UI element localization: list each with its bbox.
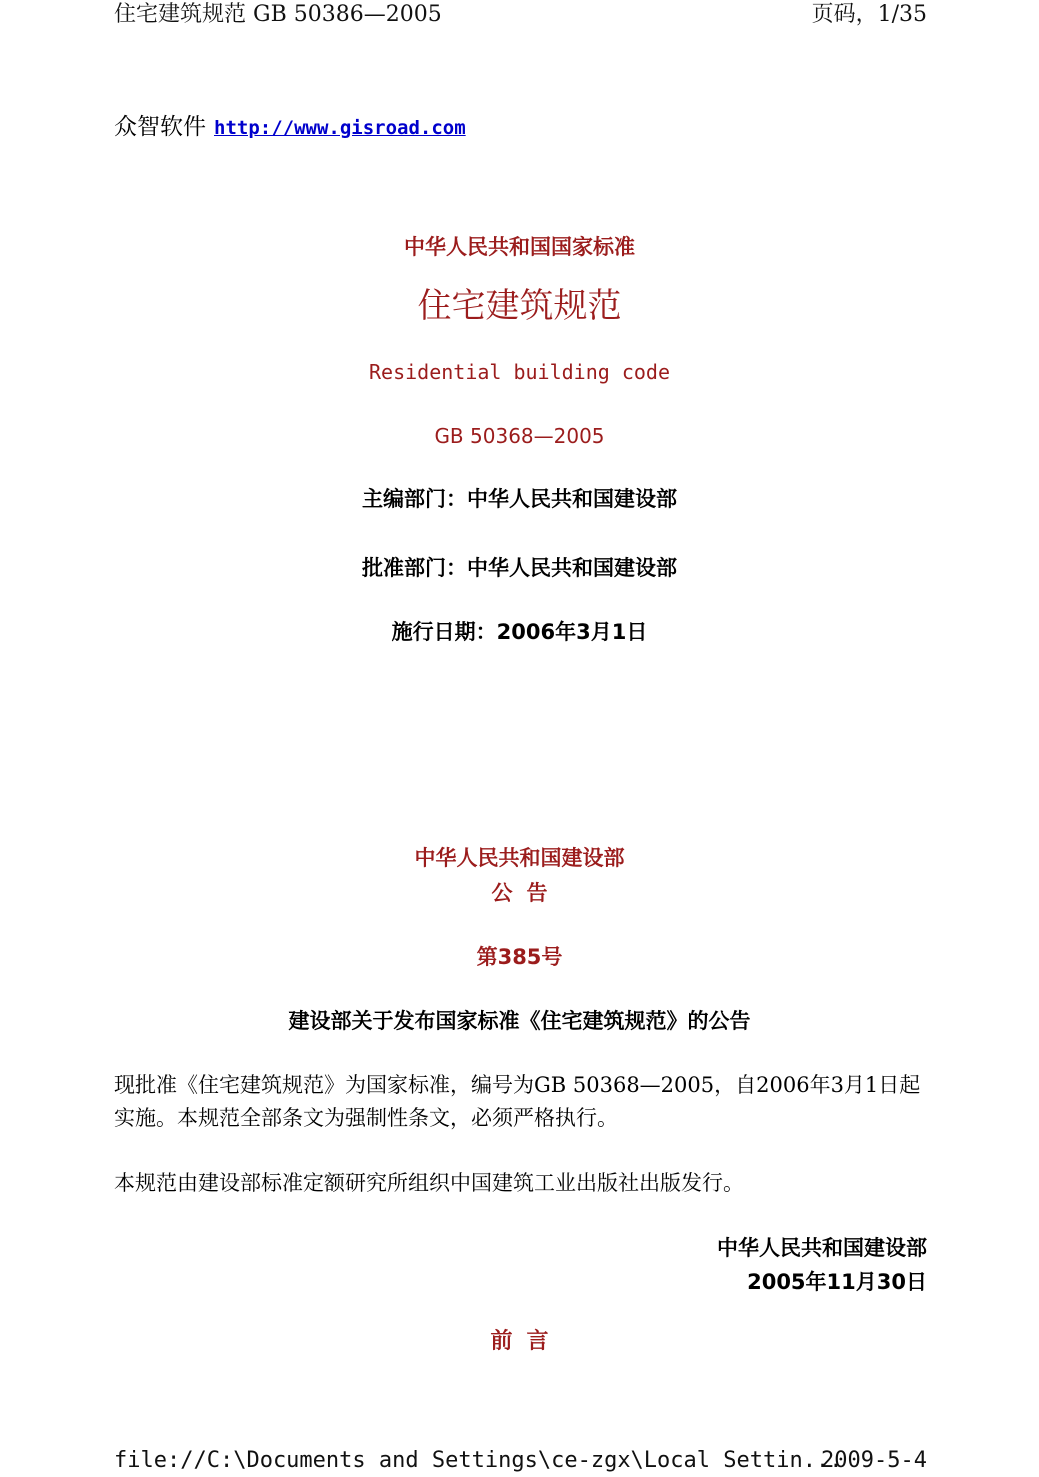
announcement-paragraph: 现批准《住宅建筑规范》为国家标准，编号为GB 50368—2005，自2006年3月1日起实施。本规范全部条文为强制性条文，必须严格执行。 [114, 1073, 921, 1130]
approver-department: 批准部门：中华人民共和国建设部 [362, 556, 677, 580]
footer-file-path: file://C:\Documents and Settings\ce-zgx\Local Settin... [114, 1448, 843, 1473]
standard-type: 中华人民共和国国家标准 [404, 235, 635, 259]
signature-date: 2005年11月30日 [747, 1270, 927, 1294]
announcement-paragraph: 本规范由建设部标准定额研究所组织中国建筑工业出版社出版发行。 [114, 1171, 744, 1195]
announcement-ministry: 中华人民共和国建设部 [414, 846, 625, 870]
announcement-number: 第385号 [476, 945, 563, 969]
brand-name: 众智软件 [114, 114, 206, 140]
footer-date: 2009-5-4 [821, 1448, 927, 1473]
effective-date: 施行日期：2006年3月1日 [391, 620, 648, 644]
signature-organization: 中华人民共和国建设部 [717, 1236, 927, 1260]
editor-department: 主编部门：中华人民共和国建设部 [362, 487, 677, 511]
brand-line [114, 111, 466, 144]
announcement-label: 公告 [491, 881, 562, 905]
header-title: 住宅建筑规范 GB 50386—2005 [114, 2, 442, 27]
standard-code: GB 50368—2005 [434, 424, 605, 448]
english-title: Residential building code [368, 360, 671, 384]
brand-link[interactable]: http://www.gisroad.com [214, 117, 466, 139]
header-page-number: 页码，1/35 [811, 2, 927, 27]
preface-title: 前言 [490, 1329, 563, 1354]
document-title: 住宅建筑规范 [417, 286, 622, 326]
announcement-heading: 建设部关于发布国家标准《住宅建筑规范》的公告 [288, 1009, 751, 1033]
